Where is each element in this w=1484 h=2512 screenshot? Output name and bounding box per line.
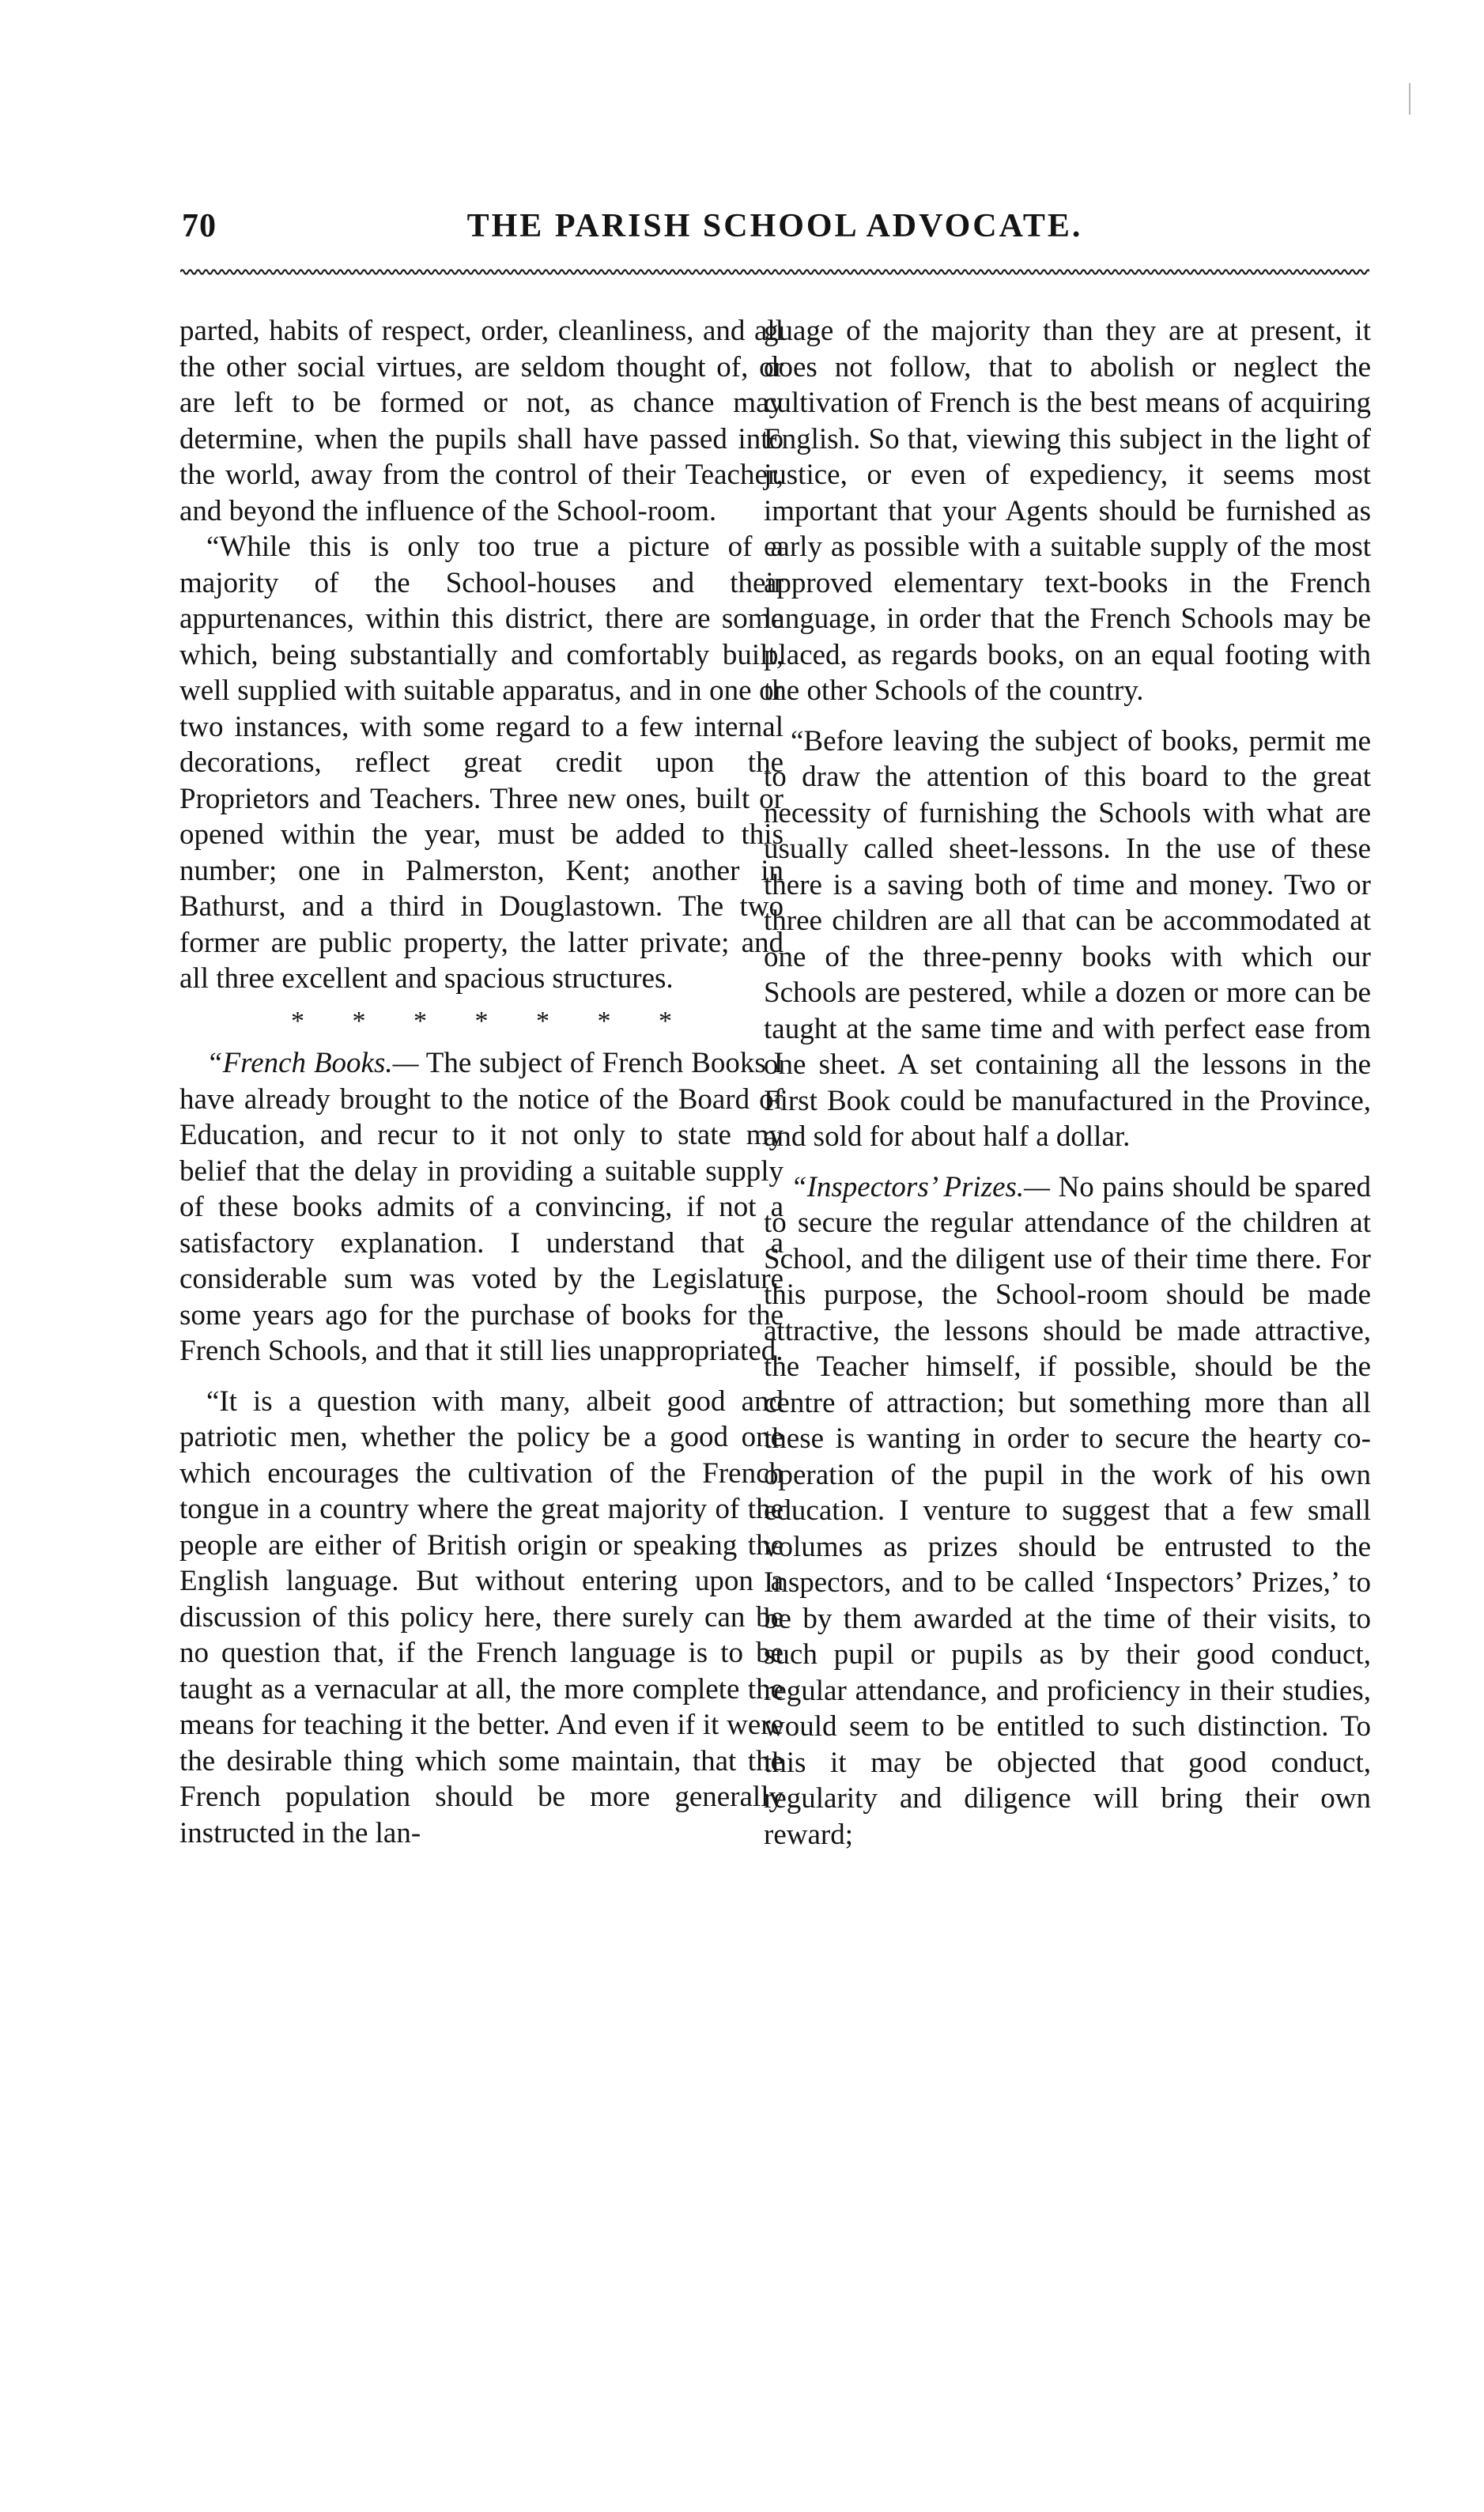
paragraph-french-policy: “It is a question with many, albeit good and patriotic men, whether the policy be a good one which encourages the cultivation of the French tongue in a country where the great majority of the people are either of British origin or speaking the English language. But without entering upon a discussion of this policy here, there surely can be no question that, if the French language is to be taught as a vernacular at all, the more complete the means for teaching it the better. And even if it were the desirable thing which some maintain, that the French population should be more generally instructed in the lan- bbox=[179, 1384, 784, 1849]
paragraph-sheet-lessons: “Before leaving the subject of books, permit me to draw the attention of this board to the great necessity of furnishing the Schools with what are usually called sheet-lessons. In the use of these there is a saving both of time and money. Two or three children are all that can be accommodated at one of the three-penny books with which our Schools are pestered, while a dozen or more can be taught at the same time and with perfect ease from one sheet. A set containing all the lessons in the First Book could be manufactured in the Province, and sold for about half a dollar. bbox=[764, 724, 1371, 1153]
page-header bbox=[182, 207, 1368, 258]
right-column bbox=[764, 313, 1371, 1853]
left-column bbox=[179, 313, 784, 1851]
paragraph-continuation: parted, habits of respect, order, cleanliness, and all the other social virtues, are seldom thought of, or are left to be formed or not, as chance may determine, when the pupils shall have passed into the world, away from the control of their Teacher, and beyond the influence of the School-room. bbox=[179, 315, 784, 527]
decorative-wavy-rule bbox=[180, 267, 1369, 277]
section-heading-french-books: “French Books.— bbox=[206, 1047, 419, 1079]
paragraph-french-books-body: The subject of French Books I have already brought to the notice of the Board of Education, and recur to it not only to state my belief that the delay in providing a suitable supply of these books admits of a convincing, if not a satisfactory explanation. I understand that a considerable sum was voted by the Legislature some years ago for the purchase of books for the French Schools, and that it still lies unappropriated. bbox=[179, 1047, 784, 1367]
paragraph-language-continuation: guage of the majority than they are at present, it does not follow, that to abolish or neglect the cultivation of French is the best means of acquiring English. So that, viewing this subject in the light of justice, or even of expediency, it seems most important that your Agents should be furnished as early as possible with a suitable supply of the most approved elementary text-books in the French language, in order that the French Schools may be placed, as regards books, on an equal footing with the other Schools of the country. bbox=[764, 315, 1371, 707]
paragraph-school-houses: “While this is only too true a picture of a majority of the School-houses and their appurtenances, within this district, there are some which, being substantially and comfortably built, well supplied with suitable apparatus, and in one or two instances, with some regard to a few internal decorations, reflect great credit upon the Proprietors and Teachers. Three new ones, built or opened within the year, must be added to this number; one in Palmerston, Kent; another in Bathurst, and a third in Douglastown. The two former are public property, the latter private; and all three excellent and spacious structures. bbox=[179, 531, 784, 995]
paragraph-french-books bbox=[179, 1045, 784, 1369]
section-separator-stars: * * * * * * * bbox=[291, 1006, 672, 1036]
page-number: 70 bbox=[182, 208, 217, 244]
section-heading-inspectors-prizes: “Inspectors’ Prizes.— bbox=[791, 1170, 1051, 1203]
paragraph-inspectors-prizes-body: No pains should be spared to secure the regular attendance of the children at School, and the diligent use of their time there. For this purpose, the School-room should be made attractive, the lessons should be made attractive, the Teacher himself, if possible, should be the centre of attraction; but something more than all these is wanting in order to secure the hearty co-operation of the pupil in the work of his own education. I venture to suggest that a few small volumes as prizes should be entrusted to the Inspectors, and to be called ‘Inspectors’ Prizes,’ to be by them awarded at the time of their visits, to such pupil or pupils as by their good conduct, regular attendance, and proficiency in their studies, would seem to be entitled to such distinction. To this it may be objected that good conduct, regularity and diligence will bring their own reward; bbox=[764, 1170, 1371, 1851]
running-title: THE PARISH SCHOOL ADVOCATE. bbox=[466, 208, 1083, 244]
margin-mark bbox=[1409, 83, 1414, 115]
paragraph-inspectors-prizes bbox=[764, 1169, 1371, 1853]
